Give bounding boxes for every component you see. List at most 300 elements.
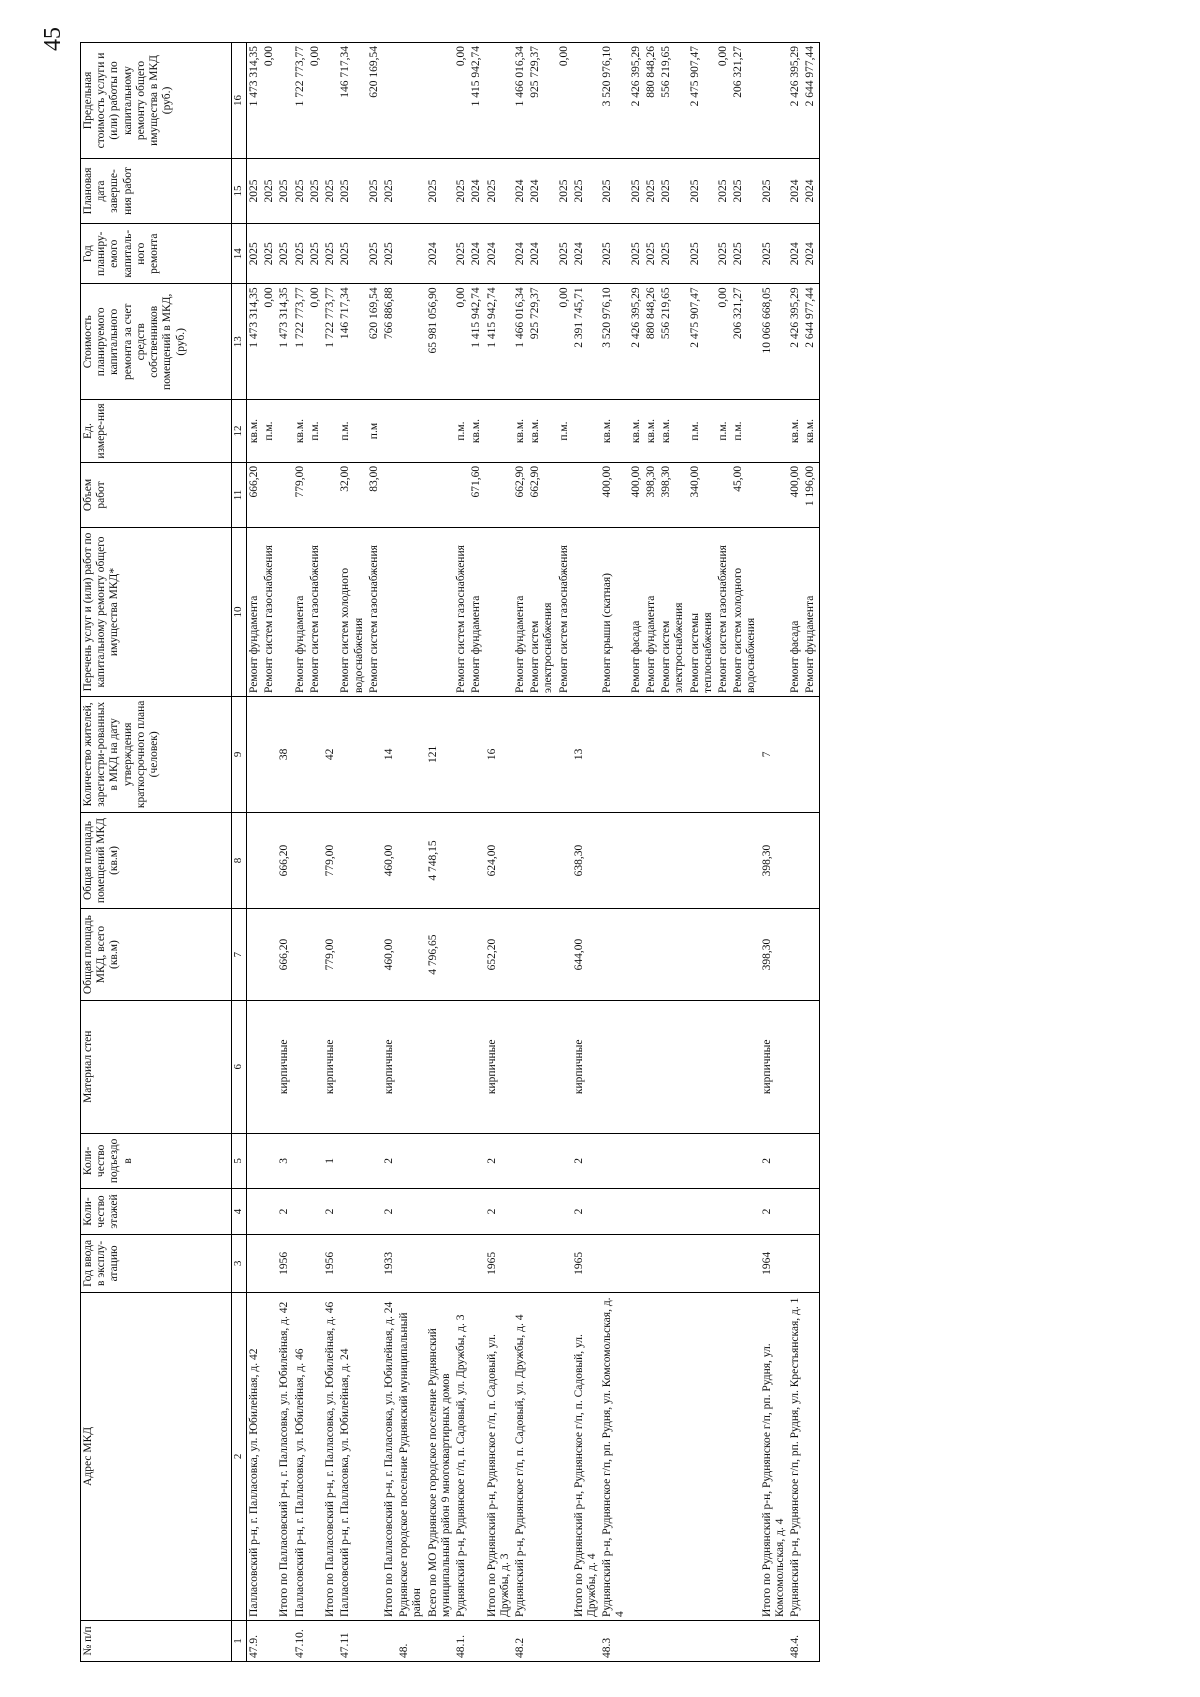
cell-unit: кв.м.: [293, 400, 308, 463]
cell-year: [367, 1234, 382, 1292]
cell-work: Ремонт фасада: [788, 528, 803, 697]
cell-floors: [247, 1189, 263, 1235]
cell-area: [600, 909, 628, 1001]
cell-n: [716, 1620, 731, 1661]
cell-work: Ремонт систем газоснабжения: [454, 528, 469, 697]
cell-people: 16: [485, 696, 513, 812]
cell-addr: Палласовский р-н, г. Палласовка, ул. Юбилейная, д. 42: [247, 1292, 263, 1620]
cell-cost: 880 848,26: [644, 284, 659, 400]
cell-end: 2025: [688, 158, 716, 223]
column-number: 16: [232, 43, 247, 159]
cell-area: 779,00: [323, 909, 338, 1001]
header-row: [81, 43, 232, 1662]
cell-year: [600, 1234, 628, 1292]
cell-walls: [338, 1000, 366, 1133]
cell-entr: [426, 1133, 454, 1188]
table-row: [528, 43, 556, 1662]
cell-y: 2025: [293, 224, 308, 284]
cell-area_p: 398,30: [760, 812, 788, 909]
cell-walls: [788, 1000, 803, 1133]
cell-cost: 1 473 314,35: [277, 284, 292, 400]
cell-year: [308, 1234, 323, 1292]
table-row: [600, 43, 628, 1662]
cell-floors: [659, 1189, 687, 1235]
cell-vol: 398,30: [659, 462, 687, 527]
cell-unit: п.м: [367, 400, 382, 463]
cell-vol: [323, 462, 338, 527]
column-header-5: Коли-чество подъездо в: [81, 1133, 232, 1188]
cell-y: 2025: [338, 224, 366, 284]
cell-addr: [731, 1292, 759, 1620]
cell-floors: 2: [277, 1189, 292, 1235]
cell-limit: 0,00: [557, 43, 572, 159]
cell-year: 1933: [382, 1234, 397, 1292]
cell-area: [788, 909, 803, 1001]
cell-walls: [803, 1000, 819, 1133]
cell-cost: 2 644 977,44: [803, 284, 819, 400]
cell-work: [277, 528, 292, 697]
table-row: [716, 43, 731, 1662]
cell-work: Ремонт крыши (скатная): [600, 528, 628, 697]
cell-area_p: 638,30: [572, 812, 600, 909]
cell-floors: [528, 1189, 556, 1235]
cell-work: Ремонт фундамента: [247, 528, 263, 697]
cell-unit: [397, 400, 425, 463]
cell-cost: 65 981 056,90: [426, 284, 454, 400]
cell-cost: 0,00: [716, 284, 731, 400]
cell-vol: 666,20: [247, 462, 263, 527]
cell-y: 2025: [247, 224, 263, 284]
cell-walls: [454, 1000, 469, 1133]
cell-unit: п.м.: [557, 400, 572, 463]
cell-cost: 1 722 773,77: [293, 284, 308, 400]
cell-year: [716, 1234, 731, 1292]
cell-addr: Руднянский р-н, Руднянское г/п, п. Садовый, ул. Дружбы, д. 4: [513, 1292, 528, 1620]
cell-vol: [557, 462, 572, 527]
cell-area: [397, 909, 425, 1001]
cell-limit: [760, 43, 788, 159]
cell-vol: 671,60: [469, 462, 484, 527]
table-row: [293, 43, 308, 1662]
cell-area: [659, 909, 687, 1001]
cell-limit: 556 219,65: [659, 43, 687, 159]
cell-addr: Итого по Руднянский р-н, Руднянское г/п, п. Садовый, ул. Дружбы, д. 3: [485, 1292, 513, 1620]
cell-unit: п.м.: [338, 400, 366, 463]
cell-end: 2025: [572, 158, 600, 223]
cell-cost: 620 169,54: [367, 284, 382, 400]
cell-limit: 0,00: [308, 43, 323, 159]
cell-floors: [308, 1189, 323, 1235]
cell-limit: 1 466 016,34: [513, 43, 528, 159]
cell-walls: кирпичные: [572, 1000, 600, 1133]
cell-cost: 2 426 395,29: [629, 284, 644, 400]
cell-year: 1956: [323, 1234, 338, 1292]
cell-entr: [262, 1133, 277, 1188]
cell-unit: п.м.: [688, 400, 716, 463]
cell-unit: кв.м.: [513, 400, 528, 463]
cell-area: [367, 909, 382, 1001]
cell-walls: [600, 1000, 628, 1133]
cell-entr: 2: [485, 1133, 513, 1188]
cell-limit: [277, 43, 292, 159]
cell-unit: [485, 400, 513, 463]
cell-y: 2025: [731, 224, 759, 284]
cell-unit: п.м.: [308, 400, 323, 463]
cell-people: 7: [760, 696, 788, 812]
cell-people: [600, 696, 628, 812]
cell-walls: кирпичные: [760, 1000, 788, 1133]
cell-limit: 0,00: [716, 43, 731, 159]
cell-vol: 45,00: [731, 462, 759, 527]
cell-area_p: [397, 812, 425, 909]
cell-entr: [629, 1133, 644, 1188]
cell-addr: [308, 1292, 323, 1620]
cell-floors: [262, 1189, 277, 1235]
column-header-2: Адрес МКД: [81, 1292, 232, 1620]
cell-area: 644,00: [572, 909, 600, 1001]
cell-walls: [688, 1000, 716, 1133]
cell-people: [629, 696, 644, 812]
cell-limit: [397, 43, 425, 159]
cell-floors: [788, 1189, 803, 1235]
cell-floors: [629, 1189, 644, 1235]
cell-entr: [644, 1133, 659, 1188]
cell-area_p: [338, 812, 366, 909]
column-number: 13: [232, 284, 247, 400]
cell-area: 460,00: [382, 909, 397, 1001]
cell-cost: 2 475 907,47: [688, 284, 716, 400]
cell-y: 2024: [572, 224, 600, 284]
cell-limit: 206 321,27: [731, 43, 759, 159]
column-header-7: Общая площадь МКД, всего (кв.м): [81, 909, 232, 1001]
cell-walls: [644, 1000, 659, 1133]
cell-vol: [454, 462, 469, 527]
cell-entr: [469, 1133, 484, 1188]
cell-area: [308, 909, 323, 1001]
cell-area_p: [644, 812, 659, 909]
table-row: [262, 43, 277, 1662]
table-body: [247, 43, 820, 1662]
cell-floors: [557, 1189, 572, 1235]
cell-area: [338, 909, 366, 1001]
column-number: 9: [232, 696, 247, 812]
cell-entr: 2: [572, 1133, 600, 1188]
cell-area_p: [367, 812, 382, 909]
cell-vol: 83,00: [367, 462, 382, 527]
cell-addr: Итого по Руднянский р-н, Руднянское г/п, п. Садовый, ул. Дружбы, д. 4: [572, 1292, 600, 1620]
cell-vol: [382, 462, 397, 527]
cell-cost: [397, 284, 425, 400]
cell-cost: 0,00: [454, 284, 469, 400]
page-number: 45: [40, 27, 66, 51]
cell-n: [688, 1620, 716, 1661]
cell-people: [688, 696, 716, 812]
cell-limit: 880 848,26: [644, 43, 659, 159]
cell-addr: [629, 1292, 644, 1620]
cell-walls: [716, 1000, 731, 1133]
cell-limit: 2 426 395,29: [788, 43, 803, 159]
cell-area: [528, 909, 556, 1001]
cell-unit: п.м.: [716, 400, 731, 463]
cell-y: 2025: [367, 224, 382, 284]
cell-area_p: [629, 812, 644, 909]
cell-n: [469, 1620, 484, 1661]
cell-end: 2025: [731, 158, 759, 223]
cell-limit: 1 473 314,35: [247, 43, 263, 159]
table-row: [760, 43, 788, 1662]
cell-unit: кв.м.: [469, 400, 484, 463]
cell-floors: [513, 1189, 528, 1235]
cell-work: Ремонт систем газоснабжения: [557, 528, 572, 697]
cell-entr: [338, 1133, 366, 1188]
cell-year: [397, 1234, 425, 1292]
cell-floors: 2: [323, 1189, 338, 1235]
table-row: [731, 43, 759, 1662]
cell-floors: [716, 1189, 731, 1235]
table-row: [788, 43, 803, 1662]
cell-area: [731, 909, 759, 1001]
cell-year: 1956: [277, 1234, 292, 1292]
cell-area: [716, 909, 731, 1001]
cell-limit: 0,00: [454, 43, 469, 159]
cell-unit: п.м.: [454, 400, 469, 463]
cell-walls: [308, 1000, 323, 1133]
cell-entr: 1: [323, 1133, 338, 1188]
cell-end: 2025: [644, 158, 659, 223]
cell-vol: 340,00: [688, 462, 716, 527]
cell-cost: 0,00: [262, 284, 277, 400]
cell-area_p: 779,00: [323, 812, 338, 909]
cell-year: 1965: [485, 1234, 513, 1292]
cell-people: [659, 696, 687, 812]
table-row: [367, 43, 382, 1662]
cell-addr: [528, 1292, 556, 1620]
cell-area_p: [716, 812, 731, 909]
cell-floors: [426, 1189, 454, 1235]
cell-walls: [629, 1000, 644, 1133]
cell-cost: 1 473 314,35: [247, 284, 263, 400]
column-number: 6: [232, 1000, 247, 1133]
cell-n: [557, 1620, 572, 1661]
cell-year: [262, 1234, 277, 1292]
cell-work: Ремонт фундамента: [293, 528, 308, 697]
column-header-1: № п/п: [81, 1620, 232, 1661]
cell-n: [760, 1620, 788, 1661]
cell-entr: [731, 1133, 759, 1188]
cell-floors: [803, 1189, 819, 1235]
cell-work: [426, 528, 454, 697]
column-header-12: Ед. измере-ния: [81, 400, 232, 463]
cell-walls: [469, 1000, 484, 1133]
cell-cost: 1 466 016,34: [513, 284, 528, 400]
cell-people: [513, 696, 528, 812]
cell-area_p: [788, 812, 803, 909]
cell-year: [644, 1234, 659, 1292]
cell-addr: Итого по Палласовский р-н, г. Палласовка, ул. Юбилейная, д. 46: [323, 1292, 338, 1620]
cell-unit: кв.м.: [788, 400, 803, 463]
cell-area_p: 666,20: [277, 812, 292, 909]
cell-end: 2024: [528, 158, 556, 223]
cell-n: 48.1.: [454, 1620, 469, 1661]
cell-limit: [426, 43, 454, 159]
cell-year: [454, 1234, 469, 1292]
table-row: [513, 43, 528, 1662]
cell-n: [262, 1620, 277, 1661]
cell-area: [688, 909, 716, 1001]
column-header-4: Коли-чество этажей: [81, 1189, 232, 1235]
cell-cost: 1 722 773,77: [323, 284, 338, 400]
cell-area_p: [731, 812, 759, 909]
cell-area_p: [247, 812, 263, 909]
table-row: [629, 43, 644, 1662]
cell-area_p: [454, 812, 469, 909]
cell-area_p: [469, 812, 484, 909]
cell-entr: 3: [277, 1133, 292, 1188]
cell-area: [247, 909, 263, 1001]
cell-people: [716, 696, 731, 812]
cell-limit: [323, 43, 338, 159]
cell-year: [688, 1234, 716, 1292]
cell-limit: [572, 43, 600, 159]
cell-people: [367, 696, 382, 812]
cell-addr: [716, 1292, 731, 1620]
cell-end: 2025: [485, 158, 513, 223]
cell-addr: [262, 1292, 277, 1620]
cell-limit: 925 729,37: [528, 43, 556, 159]
cell-unit: кв.м.: [528, 400, 556, 463]
cell-walls: кирпичные: [382, 1000, 397, 1133]
cell-vol: 1 196,00: [803, 462, 819, 527]
cell-end: 2025: [382, 158, 397, 223]
cell-area_p: 4 748,15: [426, 812, 454, 909]
cell-y: 2025: [629, 224, 644, 284]
cell-y: 2025: [557, 224, 572, 284]
cell-work: Ремонт систем холодного водоснабжения: [731, 528, 759, 697]
cell-work: [760, 528, 788, 697]
cell-walls: [262, 1000, 277, 1133]
column-header-11: Объем работ: [81, 462, 232, 527]
cell-area: 4 796,65: [426, 909, 454, 1001]
cell-y: 2024: [528, 224, 556, 284]
cell-people: [397, 696, 425, 812]
cell-y: 2024: [485, 224, 513, 284]
table-row: [397, 43, 425, 1662]
cell-entr: [293, 1133, 308, 1188]
cell-people: 13: [572, 696, 600, 812]
cell-work: Ремонт фундамента: [469, 528, 484, 697]
cell-vol: [760, 462, 788, 527]
cell-work: Ремонт фасада: [629, 528, 644, 697]
cell-y: 2025: [600, 224, 628, 284]
cell-area: [454, 909, 469, 1001]
cell-area: [513, 909, 528, 1001]
cell-n: [426, 1620, 454, 1661]
cell-limit: 146 717,34: [338, 43, 366, 159]
cell-area_p: [803, 812, 819, 909]
cell-people: [557, 696, 572, 812]
cell-y: 2025: [277, 224, 292, 284]
column-header-14: Год планиру-емого капиталь-ного ремонта: [81, 224, 232, 284]
cell-area_p: [513, 812, 528, 909]
cell-area: [262, 909, 277, 1001]
cell-cost: 3 520 976,10: [600, 284, 628, 400]
cell-area: [644, 909, 659, 1001]
cell-end: 2025: [262, 158, 277, 223]
cell-entr: [367, 1133, 382, 1188]
cell-people: [803, 696, 819, 812]
column-number: 4: [232, 1189, 247, 1235]
cell-work: Ремонт систем газоснабжения: [716, 528, 731, 697]
cell-entr: [788, 1133, 803, 1188]
cell-n: 48.3: [600, 1620, 628, 1661]
cell-limit: 1 415 942,74: [469, 43, 484, 159]
cell-end: 2025: [557, 158, 572, 223]
cell-people: [644, 696, 659, 812]
cell-n: 48.2: [513, 1620, 528, 1661]
cell-year: [629, 1234, 644, 1292]
column-header-16: Предельная стоимость услуги и (или) работы по капитальному ремонту общего имущества в МКД (руб.): [81, 43, 232, 159]
column-number: 14: [232, 224, 247, 284]
cell-area: [629, 909, 644, 1001]
cell-people: [454, 696, 469, 812]
cell-floors: [367, 1189, 382, 1235]
cell-floors: 2: [382, 1189, 397, 1235]
cell-floors: 2: [572, 1189, 600, 1235]
cell-unit: кв.м.: [247, 400, 263, 463]
cell-n: 48.: [397, 1620, 425, 1661]
column-header-6: Материал стен: [81, 1000, 232, 1133]
cell-people: 38: [277, 696, 292, 812]
cell-floors: [688, 1189, 716, 1235]
cell-work: Ремонт фундамента: [803, 528, 819, 697]
cell-vol: 662,90: [528, 462, 556, 527]
column-header-9: Количество жителей, зарегистри-рованных в МКД на дату утверждения краткосрочного плана (человек): [81, 696, 232, 812]
cell-n: [528, 1620, 556, 1661]
cell-walls: [659, 1000, 687, 1133]
cell-work: Ремонт систем газоснабжения: [262, 528, 277, 697]
column-number: 1: [232, 1620, 247, 1661]
cell-floors: 2: [485, 1189, 513, 1235]
cell-addr: Руднянский р-н, Руднянское г/п, п. Садовый, ул. Дружбы, д. 3: [454, 1292, 469, 1620]
cell-area: [293, 909, 308, 1001]
cell-end: 2025: [247, 158, 263, 223]
cell-area_p: [688, 812, 716, 909]
cell-n: 47.9.: [247, 1620, 263, 1661]
cell-n: 48.4.: [788, 1620, 803, 1661]
column-number: 11: [232, 462, 247, 527]
cell-unit: [760, 400, 788, 463]
cell-people: [731, 696, 759, 812]
cell-year: [557, 1234, 572, 1292]
cell-cost: 556 219,65: [659, 284, 687, 400]
cell-unit: п.м.: [262, 400, 277, 463]
cell-addr: [659, 1292, 687, 1620]
cell-addr: Руднянское городское поселение Руднянский муниципальный район: [397, 1292, 425, 1620]
cell-area: 652,20: [485, 909, 513, 1001]
cell-y: [397, 224, 425, 284]
cell-entr: [557, 1133, 572, 1188]
cell-floors: [397, 1189, 425, 1235]
cell-end: 2025: [716, 158, 731, 223]
cell-addr: Итого по Палласовский р-н, г. Палласовка, ул. Юбилейная, д. 24: [382, 1292, 397, 1620]
cell-entr: [528, 1133, 556, 1188]
cell-work: [323, 528, 338, 697]
table-row: [308, 43, 323, 1662]
cell-n: [629, 1620, 644, 1661]
cell-floors: [454, 1189, 469, 1235]
cell-y: 2024: [788, 224, 803, 284]
cell-walls: кирпичные: [485, 1000, 513, 1133]
